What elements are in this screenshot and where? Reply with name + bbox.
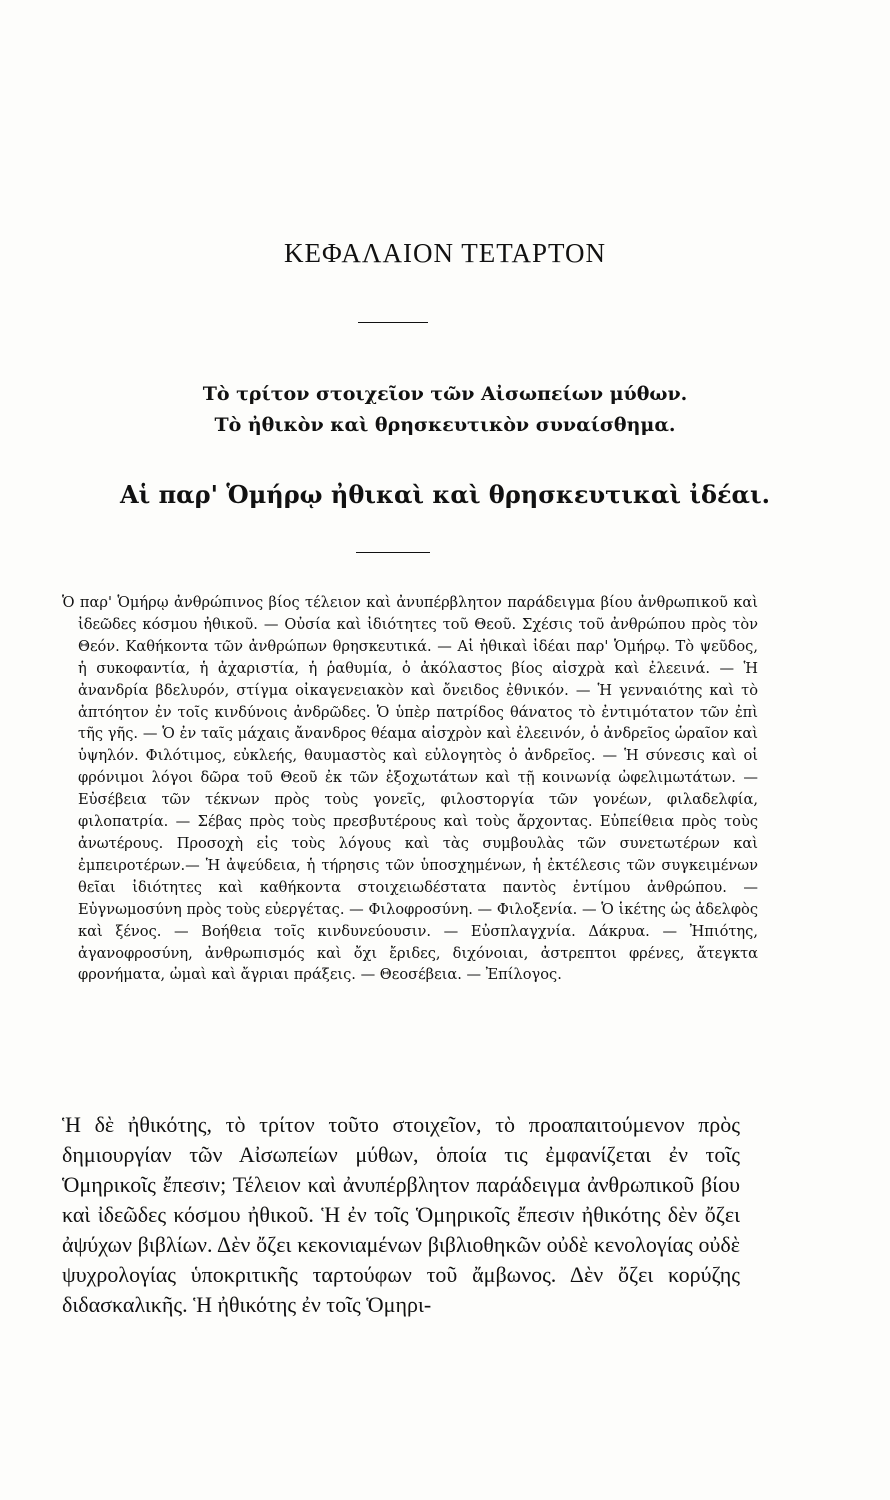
chapter-summary: Ὁ παρ' Ὁμήρῳ ἀνθρώπινος βίος τέλειον καὶ ἀνυπέρβλητον παράδειγμα βίου ἀνθρωπικοῦ καὶ ἰδεῶδες κόσμου ἠθικοῦ. — Οὐσία καὶ ἰδιότητες τοῦ Θεοῦ. Σχέσις τοῦ ἀνθρώπου πρὸς τὸν Θεόν. Καθήκοντα τῶν ἀνθρώπων θρησκευτικά. — Αἱ ἠθικαὶ ἰδέαι παρ' Ὁμήρῳ. Τὸ ψεῦδος, ἡ συκοφαντία, ἡ ἀχαριστία, ἡ ῥαθυμία, ὁ ἀκόλαστος βίος αἰσχρὰ καὶ ἐλεεινά. — Ἡ ἀνανδρία βδελυρόν, στίγμα οἰκαγενειακὸν καὶ ὄνειδος ἐθνικόν. — Ἡ γενναιότης καὶ τὸ ἀπτόητον ἐν τοῖς κινδύνοις ἀνδρῶδες. Ὁ ὑπὲρ πατρίδος θάνατος τὸ ἐντιμότατον τῶν ἐπὶ τῆς γῆς. — Ὁ ἐν ταῖς μάχαις ἄνανδρος θέαμα αἰσχρὸν καὶ ἐλεεινόν, ὁ ἀνδρεῖος ὡραῖον καὶ ὑψηλόν. Φιλότιμος, εὐκλεής, θαυμαστὸς καὶ εὐλογητὸς ὁ ἀνδρεῖος. — Ἡ σύνεσις καὶ οἱ φρόνιμοι λόγοι δῶρα τοῦ Θεοῦ ἐκ τῶν ἐξοχωτάτων καὶ τῇ κοινωνίᾳ ὠφελιμωτάτων. — Εὐσέβεια τῶν τέκνων πρὸς τοὺς γονεῖς, φιλοστοργία τῶν γονέων, φιλαδελφία, φιλοπατρία. — Σέβας πρὸς τοὺς πρεσβυτέρους καὶ τοὺς ἄρχοντας. Εὐπείθεια πρὸς τοὺς ἀνωτέρους. Προσοχὴ εἰς τοὺς λόγους καὶ τὰς συμβουλὰς τῶν συνετωτέρων καὶ ἐμπειροτέρων.— Ἡ ἀψεύδεια, ἡ τήρησις τῶν ὑποσχημένων, ἡ ἐκτέλεσις τῶν συγκειμένων θεῖαι ἰδιότητες καὶ καθήκοντα στοιχειωδέστατα παντὸς ἐντίμου ἀνθρώπου. — Εὐγνωμοσύνη πρὸς τοὺς εὐεργέτας. — Φιλοφροσύνη. — Φιλοξενία. — Ὁ ἱκέτης ὡς ἀδελφὸς καὶ ξένος. — Βοήθεια τοῖς κινδυνεύουσιν. — Εὐσπλαγχνία. Δάκρυα. — Ἠπιότης, ἀγανοφροσύνη, ἀνθρωπισμός καὶ ὄχι ἔριδες, διχόνοιαι, ἀστρεπτοι φρένες, ἄτεγκτα φρονήματα, ὠμαὶ καὶ ἄγριαι πράξεις. — Θεοσέβεια. — Ἐπίλογος. <box>62 594 758 984</box>
chapter-subtitle-line-2: Τὸ ἠθικὸν καὶ θρησκευτικὸν συναίσθημα. <box>214 414 676 436</box>
body-paragraph: Ἡ δὲ ἠθικότης, τὸ τρίτον τοῦτο στοιχεῖον, τὸ προαπαιτούμενον πρὸς δημιουργίαν τῶν Αἰσωπείων μύθων, ὁποία τις ἐμφανίζεται ἐν τοῖς Ὁμηρικοῖς ἔπεσιν; Τέλειον καὶ ἀνυπέρβλητον παράδειγμα ἀνθρωπικοῦ βίου καὶ ἰδεῶδες κόσμου ἠθικοῦ. Ἡ ἐν τοῖς Ὁμηρικοῖς ἔπεσιν ἠθικότης δὲν ὄζει ἀψύχων βιβλίων. Δὲν ὄζει κεκονιαμένων βιβλιοθηκῶν οὐδὲ κενολογίας οὐδὲ ψυχρολογίας ὑποκριτικῆς ταρτούφων τοῦ ἄμβωνος. Δὲν ὄζει κορύζης διδασκαλικῆς. Ἡ ἠθικότης ἐν τοῖς Ὁμηρι- <box>62 1112 740 1317</box>
title-divider <box>358 322 428 323</box>
chapter-subtitle-line-1: Τὸ τρίτον στοιχεῖον τῶν Αἰσωπείων μύθων. <box>202 383 688 405</box>
chapter-title: ΚΕΦΑΛΑΙΟΝ ΤΕΤΑΡΤΟΝ <box>283 238 607 268</box>
heading-divider <box>356 552 430 553</box>
section-heading: Αἱ παρ' Ὁμήρῳ ἠθικαὶ καὶ θρησκευτικαὶ ἰδέαι. <box>119 480 770 509</box>
